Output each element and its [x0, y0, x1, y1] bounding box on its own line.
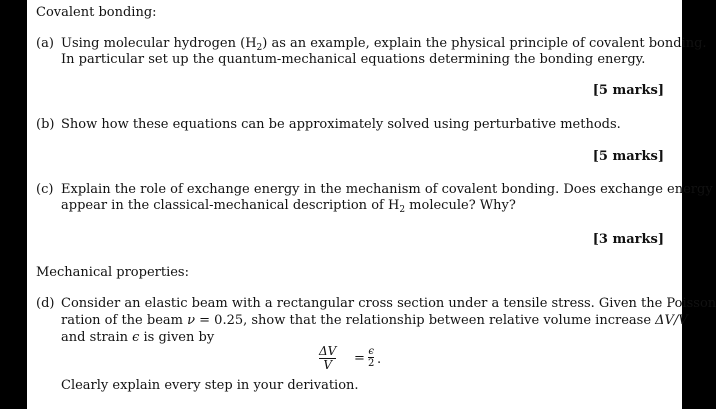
question-d-line-4: Clearly explain every step in your derivation.	[61, 378, 359, 393]
question-b-label: (b)	[36, 117, 55, 132]
section-heading-covalent-bonding: Covalent bonding:	[36, 5, 157, 20]
question-c-line-2: appear in the classical-mechanical description of $H_2$ molecule? Why?	[61, 198, 516, 215]
equation-lhs-fraction	[319, 345, 336, 372]
equation-lhs-denominator: V	[323, 358, 332, 372]
equation-lhs-numerator: ΔV	[319, 344, 337, 358]
question-d-label: (d)	[36, 296, 55, 311]
equation-rhs-denominator: 2	[368, 358, 375, 369]
question-c-line-1: Explain the role of exchange energy in the mechanism of covalent bonding. Does exchange energy	[61, 182, 713, 197]
equation-period: .	[377, 352, 382, 367]
question-d-line-1: Consider an elastic beam with a rectangular cross section under a tensile stress. Given the Poisson	[61, 296, 716, 311]
question-a-line-1: Using molecular hydrogen $(H_2)$ as an example, explain the physical principle of covalent bonding.	[61, 36, 707, 53]
question-b-marks: [5 marks]	[592, 149, 664, 164]
equation-equals-sign: =	[354, 351, 365, 366]
question-a-line-2: In particular set up the quantum-mechanical equations determining the bonding energy.	[61, 52, 646, 67]
equation-rhs-numerator: ϵ	[368, 346, 374, 357]
question-b-line-1: Show how these equations can be approximately solved using perturbative methods.	[61, 117, 621, 132]
question-c-label: (c)	[36, 182, 54, 197]
question-c-marks: [3 marks]	[592, 232, 664, 247]
section-heading-mechanical-properties: Mechanical properties:	[36, 265, 189, 280]
equation-rhs-fraction	[368, 346, 374, 369]
question-a-label: (a)	[36, 36, 54, 51]
question-d-line-2: ration of the beam ν = 0.25, show that the relationship between relative volume increase ΔV/V	[61, 313, 688, 328]
document-page	[27, 0, 716, 409]
question-a-marks: [5 marks]	[592, 83, 664, 98]
question-d-line-3: and strain ϵ is given by	[61, 330, 215, 345]
